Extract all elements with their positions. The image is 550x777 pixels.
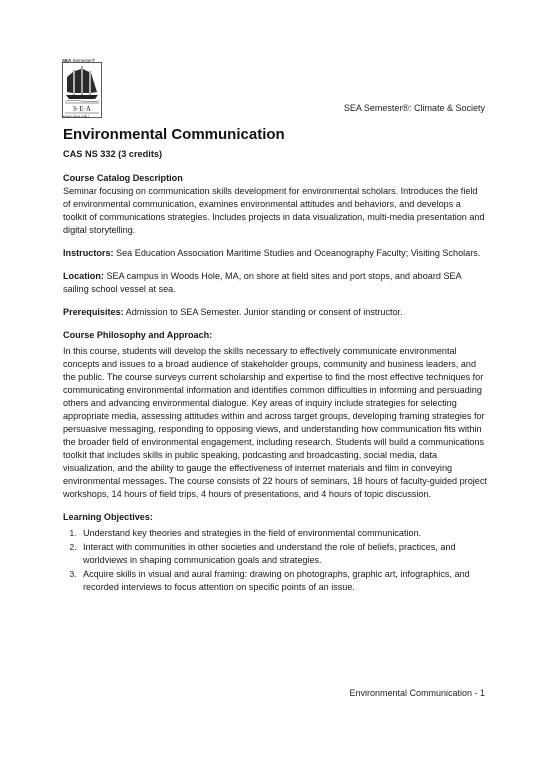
prerequisites-label: Prerequisites: — [63, 307, 124, 317]
course-code: CAS NS 332 (3 credits) — [63, 149, 163, 159]
location-label: Location: — [63, 271, 104, 281]
philosophy-text: In this course, students will develop the skills necessary to effectively communicate environmental concepts and issues to a broad audience of stakeholder groups, community and business leaders, and the public. The course surveys current scholarship and expertise to find the most effective techniques for communicating environmental information and identifies common difficulties in informing and persuading others and advancing environmental dialogue. Key areas of inquiry include strategies for selecting appropriate media, assessing attitudes within and across target groups, developing framing strategies for persuasive messaging, responding to opposing views, and understanding how communication fits within the broader field of environmental engagement, including research. Students will build a communications toolkit that includes skills in public speaking, podcasting and broadcasting, social media, data visualization, and the ability to gauge the effectiveness of internet materials and film in conveying environmental messages. The course consists of 22 hours of seminars, 18 hours of faculty-guided project workshops, 14 hours of field trips, 4 hours of presentations, and 4 hours of topic discussion. — [63, 346, 487, 499]
program-header: SEA Semester®: Climate & Society — [343, 103, 485, 113]
objectives-list — [63, 527, 487, 594]
instructors-label: Instructors: — [63, 248, 114, 258]
logo-url: www.sea.edu — [62, 114, 89, 119]
instructors-paragraph — [63, 247, 487, 260]
prerequisites-text: Admission to SEA Semester. Junior standing or consent of instructor. — [123, 307, 403, 317]
objective-item: 2. Interact with communities in other societies and understand the role of beliefs, practices, and worldviews in shaping communication goals and strategies. — [79, 541, 487, 567]
prerequisites-paragraph — [63, 306, 487, 319]
objective-item: 3. Acquire skills in visual and aural framing: drawing on photographs, graphic art, infographics, and recorded interviews to focus attention on specific points of an issue. — [79, 568, 487, 594]
location-text: SEA campus in Woods Hole, MA, on shore at field sites and port stops, and aboard SEA sailing school vessel at sea. — [63, 271, 462, 294]
course-title: Environmental Communication — [63, 126, 285, 143]
catalog-text: Seminar focusing on communication skills development for environmental scholars. Introduces the field of environmental communication, examines environmental attitudes and behaviors, and develops a toolkit of communications strategies. Includes projects in data visualization, multi-media presentation and digital storytelling. — [63, 186, 485, 235]
objective-item: 1. Understand key theories and strategies in the field of environmental communication. — [79, 527, 487, 540]
catalog-heading: Course Catalog Description — [63, 173, 183, 183]
sailing-ship-icon — [62, 62, 102, 118]
document-body — [63, 126, 487, 595]
philosophy-heading: Course Philosophy and Approach: — [63, 330, 213, 340]
objectives-heading: Learning Objectives: — [63, 512, 153, 522]
svg-text:S·E·A: S·E·A — [73, 105, 91, 113]
logo-brand-text: SEA Semester® — [62, 58, 96, 63]
page-footer: Environmental Communication - 1 — [349, 688, 485, 698]
location-paragraph — [63, 270, 487, 296]
sea-semester-logo — [62, 58, 102, 120]
instructors-text: Sea Education Association Maritime Studies and Oceanography Faculty; Visiting Scholars. — [113, 248, 481, 258]
